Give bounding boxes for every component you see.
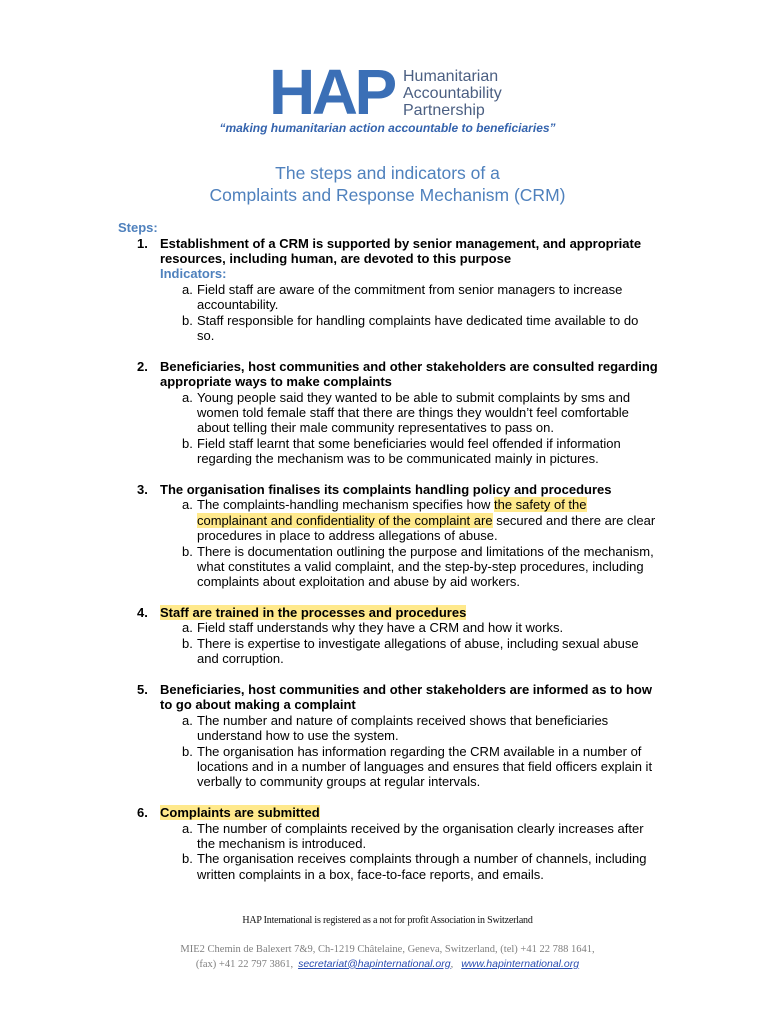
indicator-line: [0, 528, 768, 543]
indicator-letter: a.: [182, 497, 193, 513]
indicator-text: The number and nature of complaints received shows that beneficiaries: [197, 712, 609, 728]
indicator-line: [0, 759, 768, 774]
indicator-line: [0, 774, 768, 789]
indicator-line: [0, 328, 768, 343]
indicator-6a: [0, 821, 768, 836]
logo-letters: HAP: [269, 56, 394, 121]
indicator-text: Field staff understands why they have a CRM and how it works.: [197, 620, 564, 636]
contact-address: [7, 942, 768, 972]
indicator-line: [0, 405, 768, 420]
indicator-text: complaints about exploitation and abuse by aid workers.: [197, 574, 521, 590]
contact-line: [7, 957, 768, 972]
indicator-text: The number of complaints received by the organisation clearly increases after: [197, 820, 644, 836]
indicator-letter: a.: [182, 281, 193, 297]
step-title-line: [0, 682, 768, 697]
step-number: 3.: [137, 481, 148, 497]
step-2: [0, 359, 768, 467]
indicator-text: understand how to use the system.: [197, 728, 399, 744]
indicator-4a: [0, 620, 768, 635]
indicator-text: written complaints in a box, face-to-face reports, and emails.: [197, 866, 544, 882]
indicator-line: [0, 651, 768, 666]
indicator-text: about telling their male community representatives to pass on.: [197, 420, 554, 436]
indicator-text: regarding the mechanism was to be communicated mainly in pictures.: [197, 451, 599, 467]
indicator-letter: b.: [182, 851, 193, 867]
indicator-1b: [0, 313, 768, 328]
indicator-line: [0, 297, 768, 312]
step-title-line: [0, 374, 768, 389]
step-6: [0, 805, 768, 882]
step-title-text: Beneficiaries, host communities and other stakeholders are consulted regarding: [160, 358, 658, 374]
logo-word-partnership: Partnership: [403, 102, 485, 119]
step-title-text: appropriate ways to make complaints: [160, 374, 392, 390]
tagline: “making humanitarian action accountable to beneficiaries”: [219, 121, 556, 135]
hap-logo: [268, 55, 518, 121]
step-title-line: [0, 236, 768, 251]
indicator-text: There is expertise to investigate allegations of abuse, including sexual abuse: [197, 635, 639, 651]
step-title-text: to go about making a complaint: [160, 697, 356, 713]
registration-note: HAP International is registered as a not for profit Association in Switzerland: [242, 915, 533, 926]
indicators-label: Indicators:: [160, 266, 227, 282]
indicator-3a: [0, 497, 768, 512]
indicator-text: so.: [197, 328, 215, 344]
email-link[interactable]: secretariat@hapinternational.org: [298, 957, 451, 970]
indicator-text: and corruption.: [197, 651, 284, 667]
step-number: 1.: [137, 235, 148, 251]
postal-address: MIE2 Chemin de Balexert 7&9, Ch-1219 Châtelaine, Geneva, Switzerland, (tel) +41 22 788 1641,: [180, 943, 595, 955]
indicator-line: [0, 836, 768, 851]
indicator-text: procedures in place to address allegations of abuse.: [197, 528, 498, 544]
indicator-text: The organisation has information regarding the CRM available in a number of: [197, 743, 642, 759]
title-line: The steps and indicators of a: [275, 163, 500, 183]
step-1: [0, 236, 768, 344]
step-title-text: Beneficiaries, host communities and other stakeholders are informed as to how: [160, 682, 652, 698]
separator: ,: [450, 958, 454, 970]
indicator-letter: a.: [182, 389, 193, 405]
step-number: 2.: [137, 358, 148, 374]
indicator-letter: b.: [182, 312, 193, 328]
indicator-letter: b.: [182, 743, 193, 759]
indicator-line: [0, 559, 768, 574]
indicator-line: [0, 728, 768, 743]
indicator-text: verbally to community groups at regular intervals.: [197, 774, 481, 790]
steps-heading: Steps:: [118, 220, 158, 236]
step-title-text: Establishment of a CRM is supported by senior management, and appropriate: [160, 235, 642, 251]
indicator-text: Staff responsible for handling complaints have dedicated time available to do: [197, 312, 639, 328]
indicator-text: locations and in a number of languages and ensures that field officers explain it: [197, 758, 653, 774]
indicator-2b: [0, 436, 768, 451]
title-line: Complaints and Response Mechanism (CRM): [209, 185, 566, 205]
document-body: [0, 220, 768, 882]
fax-number: (fax) +41 22 797 3861,: [195, 958, 294, 970]
step-number: 5.: [137, 682, 148, 698]
indicator-line: [0, 513, 768, 528]
indicator-text: Field staff learnt that some beneficiaries would feel offended if information: [197, 435, 621, 451]
indicator-5b: [0, 744, 768, 759]
indicator-text: Young people said they wanted to be able to submit complaints by sms and: [197, 389, 631, 405]
indicator-line: [0, 420, 768, 435]
indicator-letter: a.: [182, 820, 193, 836]
logo-word-humanitarian: Humanitarian: [403, 68, 499, 85]
step-5: [0, 682, 768, 790]
indicator-text: accountability.: [197, 297, 279, 313]
step-number: 4.: [137, 605, 148, 621]
indicator-line: [0, 451, 768, 466]
document-title: [7, 162, 768, 206]
indicator-3b: [0, 544, 768, 559]
step-title-text: resources, including human, are devoted to this purpose: [160, 251, 512, 267]
indicator-text: Field staff are aware of the commitment from senior managers to increase: [197, 281, 623, 297]
indicator-text: The organisation receives complaints through a number of channels, including: [197, 851, 647, 867]
indicator-1a: [0, 282, 768, 297]
indicator-letter: a.: [182, 712, 193, 728]
indicator-line: [0, 867, 768, 882]
indicator-6b: [0, 851, 768, 866]
indicator-letter: b.: [182, 635, 193, 651]
step-title-line: [0, 805, 768, 820]
step-4: [0, 605, 768, 667]
indicator-text: secured and there are clear: [492, 512, 656, 528]
step-title-line: [0, 482, 768, 497]
website-link[interactable]: www.hapinternational.org: [461, 957, 580, 970]
indicator-text: women told female staff that there are things they wouldn’t feel comfortable: [197, 404, 629, 420]
step-title-line: [0, 605, 768, 620]
step-3: [0, 482, 768, 590]
indicator-letter: a.: [182, 620, 193, 636]
indicator-text: what constitutes a valid complaint, and the step-by-step procedures, including: [197, 558, 644, 574]
indicator-4b: [0, 636, 768, 651]
highlighted-text: the safety of the: [493, 497, 587, 513]
step-number: 6.: [137, 805, 148, 821]
indicator-letter: b.: [182, 543, 193, 559]
step-title-text: Complaints are submitted: [160, 805, 320, 821]
indicator-letter: b.: [182, 435, 193, 451]
indicator-line: [0, 574, 768, 589]
step-title-line: [0, 251, 768, 266]
logo-word-accountability: Accountability: [403, 85, 502, 102]
step-title-line: [0, 697, 768, 712]
step-title-line: [0, 359, 768, 374]
step-title-text: Staff are trained in the processes and procedures: [160, 605, 467, 621]
indicator-text: There is documentation outlining the purpose and limitations of the mechanism,: [197, 543, 654, 559]
step-title-text: The organisation finalises its complaints handling policy and procedures: [160, 481, 612, 497]
indicator-text: the mechanism is introduced.: [197, 835, 367, 851]
indicator-2a: [0, 390, 768, 405]
indicator-5a: [0, 713, 768, 728]
indicator-text: The complaints-handling mechanism specifies how: [197, 497, 494, 513]
highlighted-text: complainant and confidentiality of the complaint are: [197, 512, 493, 528]
